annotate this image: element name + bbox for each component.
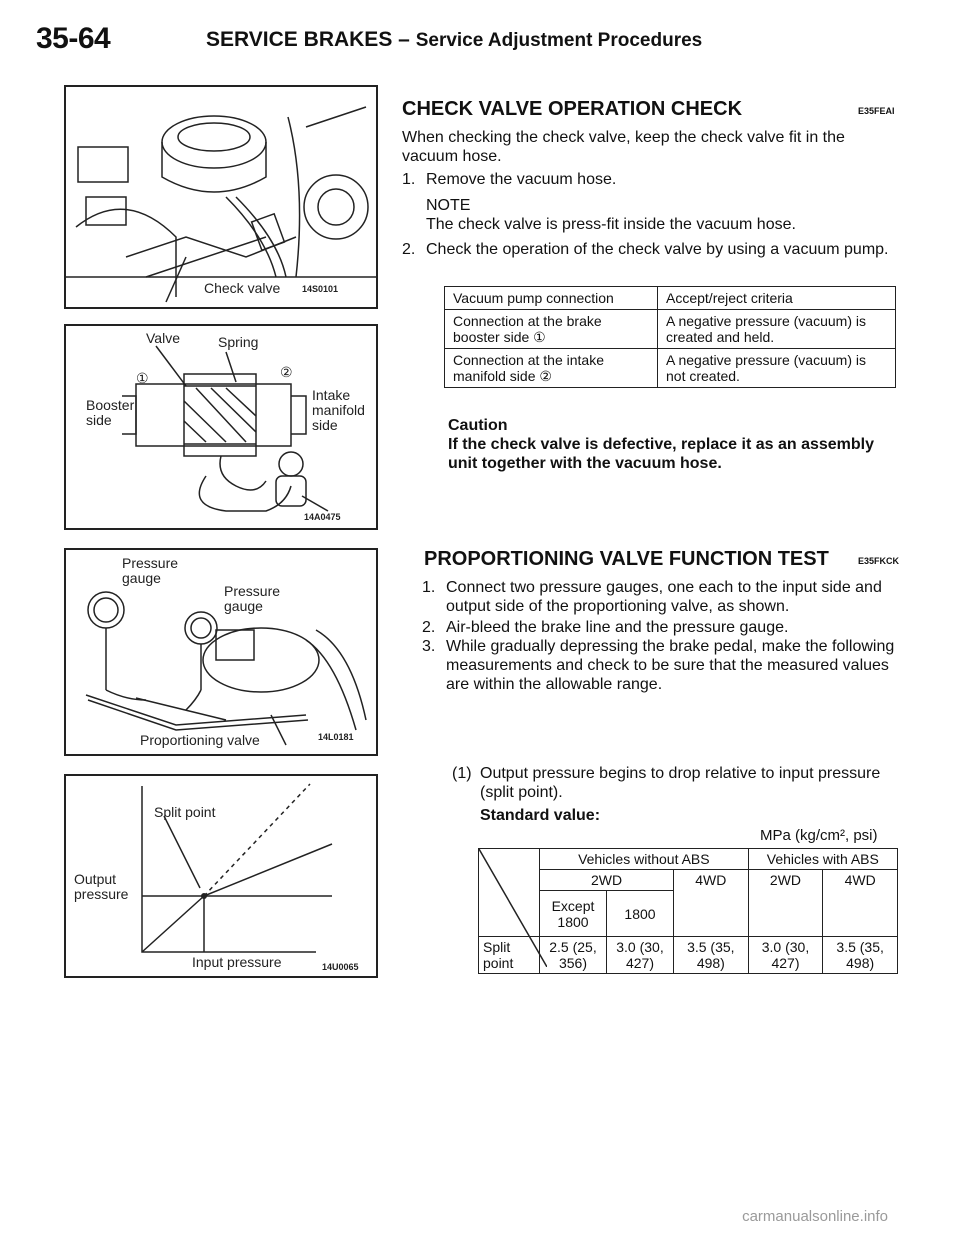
table-cell: 2.5 (25, 356): [540, 937, 607, 974]
table-cell: Connection at the brake booster side ①: [445, 310, 658, 349]
note-block: [426, 196, 906, 234]
table-row: [445, 310, 896, 349]
section-code: E35FEAI: [858, 106, 895, 116]
figure-split-point-graph: [64, 774, 378, 978]
table-corner-cell: [479, 849, 540, 937]
diagonal-slash: [479, 849, 547, 967]
pressure-gauge-label-1: Pressure gauge: [122, 555, 179, 586]
page-number: 35-64: [36, 22, 111, 55]
table-header: 2WD: [540, 870, 674, 891]
title-dash: –: [398, 28, 410, 51]
header-title: [206, 28, 702, 52]
valve-label: Valve: [146, 330, 180, 346]
mark-1: ①: [136, 370, 149, 386]
table-header: Except 1800: [540, 891, 607, 937]
step-1: 1. Connect two pressure gauges, one each to the input side and output side of the proportioning valve, as shown.: [422, 579, 882, 615]
figure-check-valve-section: [64, 324, 378, 530]
section-heading-proportioning-valve: PROPORTIONING VALVE FUNCTION TEST: [424, 548, 829, 570]
figure-check-valve-location: [64, 85, 378, 309]
step-3: 3. While gradually depressing the brake pedal, make the following measurements and check to be sure that the measured values are within the allowable range.: [422, 638, 895, 693]
sub-step-1: (1) Output pressure begins to drop relative to input pressure (split point).: [452, 765, 881, 801]
output-pressure-label: Output pressure: [74, 871, 129, 902]
table-cell: 3.0 (30, 427): [607, 937, 674, 974]
table-row: [445, 349, 896, 388]
page-header: [36, 22, 110, 56]
figure-id: 14S0101: [302, 284, 339, 294]
table-cell: 3.5 (35, 498): [823, 937, 898, 974]
step-2: 2. Check the operation of the check valve by using a vacuum pump.: [402, 241, 889, 258]
proportioning-valve-diagram: [66, 550, 376, 754]
mark-2: ②: [280, 364, 293, 380]
table-cell: 3.0 (30, 427): [748, 937, 823, 974]
table-header: Accept/reject criteria: [658, 287, 896, 310]
caution-text: If the check valve is defective, replace it as an assembly unit together with the vacuum hose.: [448, 436, 875, 472]
section-title: SERVICE BRAKES: [206, 28, 393, 51]
intro-paragraph: When checking the check valve, keep the check valve fit in the vacuum hose.: [402, 129, 845, 165]
table-header: 4WD: [674, 870, 749, 937]
step-2: 2. Air-bleed the brake line and the pressure gauge.: [422, 619, 789, 636]
table-cell: A negative pressure (vacuum) is created and held.: [658, 310, 896, 349]
table-cell: A negative pressure (vacuum) is not created.: [658, 349, 896, 388]
split-point-table: [478, 848, 898, 974]
section-heading-check-valve: CHECK VALVE OPERATION CHECK: [402, 98, 743, 120]
spring-label: Spring: [218, 334, 259, 350]
figure-id: 14U0065: [322, 962, 359, 972]
caution-block: [448, 416, 900, 473]
table-cell: Connection at the intake manifold side ②: [445, 349, 658, 388]
note-label: NOTE: [426, 197, 471, 214]
intake-manifold-side-label: Intake manifold side: [312, 387, 365, 433]
table-header: Vehicles without ABS: [540, 849, 749, 870]
step-1: 1. Remove the vacuum hose.: [402, 171, 617, 188]
units-label: MPa (kg/cm², psi): [760, 827, 878, 844]
standard-value-label: Standard value:: [480, 807, 601, 824]
pressure-gauge-label-2: Pressure gauge: [224, 583, 281, 614]
note-text: The check valve is press-fit inside the vacuum hose.: [426, 216, 796, 233]
booster-side-label: Booster side: [86, 397, 135, 428]
check-valve-table: [444, 286, 896, 388]
figure-id: 14A0475: [304, 512, 341, 522]
proportioning-valve-label: Proportioning valve: [140, 732, 260, 748]
table-header-row: [445, 287, 896, 310]
table-header: 2WD: [748, 870, 823, 937]
section-code: E35FKCK: [858, 556, 900, 566]
caution-label: Caution: [448, 417, 508, 434]
table-row-label: Split point: [479, 937, 540, 974]
table-cell: 3.5 (35, 498): [674, 937, 749, 974]
watermark: carmanualsonline.info: [742, 1208, 888, 1225]
split-point-label: Split point: [154, 804, 216, 820]
engine-bay-illustration: [66, 87, 376, 307]
figure-proportioning-valve: [64, 548, 378, 756]
table-header: 1800: [607, 891, 674, 937]
figure-id: 14L0181: [318, 732, 354, 742]
check-valve-label: Check valve: [204, 280, 281, 296]
table-header: Vacuum pump connection: [445, 287, 658, 310]
table-header: Vehicles with ABS: [748, 849, 897, 870]
section-subtitle: Service Adjustment Procedures: [415, 30, 703, 51]
input-pressure-label: Input pressure: [192, 954, 282, 970]
table-row: [479, 849, 898, 870]
table-header: 4WD: [823, 870, 898, 937]
